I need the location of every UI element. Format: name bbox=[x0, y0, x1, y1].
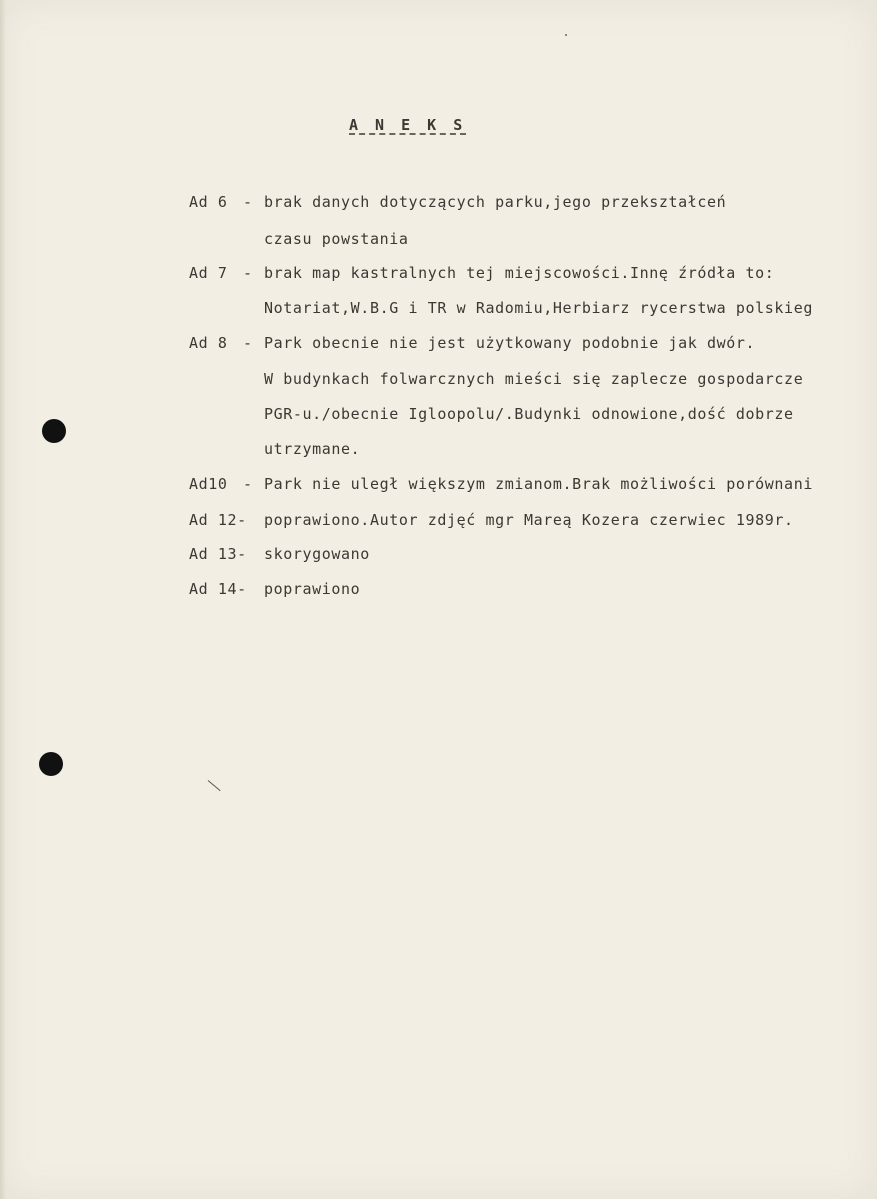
entry-line: Park nie uległ większym zmianom.Brak możliwości porównani bbox=[264, 475, 813, 493]
entry-line: czasu powstania bbox=[264, 230, 409, 248]
entry-label-ad-10: Ad10 bbox=[189, 475, 228, 493]
entry-line: PGR-u./obecnie Igloopolu/.Budynki odnowione,dość dobrze bbox=[264, 405, 794, 423]
entry-line: brak danych dotyczących parku,jego przekształceń bbox=[264, 193, 727, 211]
entry-label-ad-8: Ad 8 bbox=[189, 334, 228, 352]
entry-label-ad-6: Ad 6 bbox=[189, 193, 228, 211]
entry-line: Park obecnie nie jest użytkowany podobnie jak dwór. bbox=[264, 334, 756, 352]
entry-line: poprawiono.Autor zdjęć mgr Mareą Kozera czerwiec 1989r. bbox=[264, 511, 794, 529]
entry-line: skorygowano bbox=[264, 545, 370, 563]
punch-hole-bottom bbox=[39, 752, 63, 776]
stray-dot-mark bbox=[565, 34, 567, 36]
paper-edge bbox=[0, 0, 6, 1199]
entry-label-ad-13: Ad 13- bbox=[189, 545, 247, 563]
punch-hole-top bbox=[42, 419, 66, 443]
entry-separator: - bbox=[243, 264, 253, 282]
entry-line: W budynkach folwarcznych mieści się zaplecze gospodarcze bbox=[264, 370, 804, 388]
entry-label-ad-7: Ad 7 bbox=[189, 264, 228, 282]
entry-line: brak map kastralnych tej miejscowości.Innę źródła to: bbox=[264, 264, 775, 282]
entry-line: Notariat,W.B.G i TR w Radomiu,Herbiarz rycerstwa polskieg bbox=[264, 299, 813, 317]
entry-label-ad-14: Ad 14- bbox=[189, 580, 247, 598]
entry-label-ad-12: Ad 12- bbox=[189, 511, 247, 529]
entry-separator: - bbox=[243, 334, 253, 352]
entry-separator: - bbox=[243, 475, 253, 493]
entry-line: utrzymane. bbox=[264, 440, 361, 458]
stray-pen-mark bbox=[208, 780, 221, 791]
entry-line: poprawiono bbox=[264, 580, 361, 598]
document-title: A N E K S bbox=[349, 116, 467, 134]
entry-separator: - bbox=[243, 193, 253, 211]
